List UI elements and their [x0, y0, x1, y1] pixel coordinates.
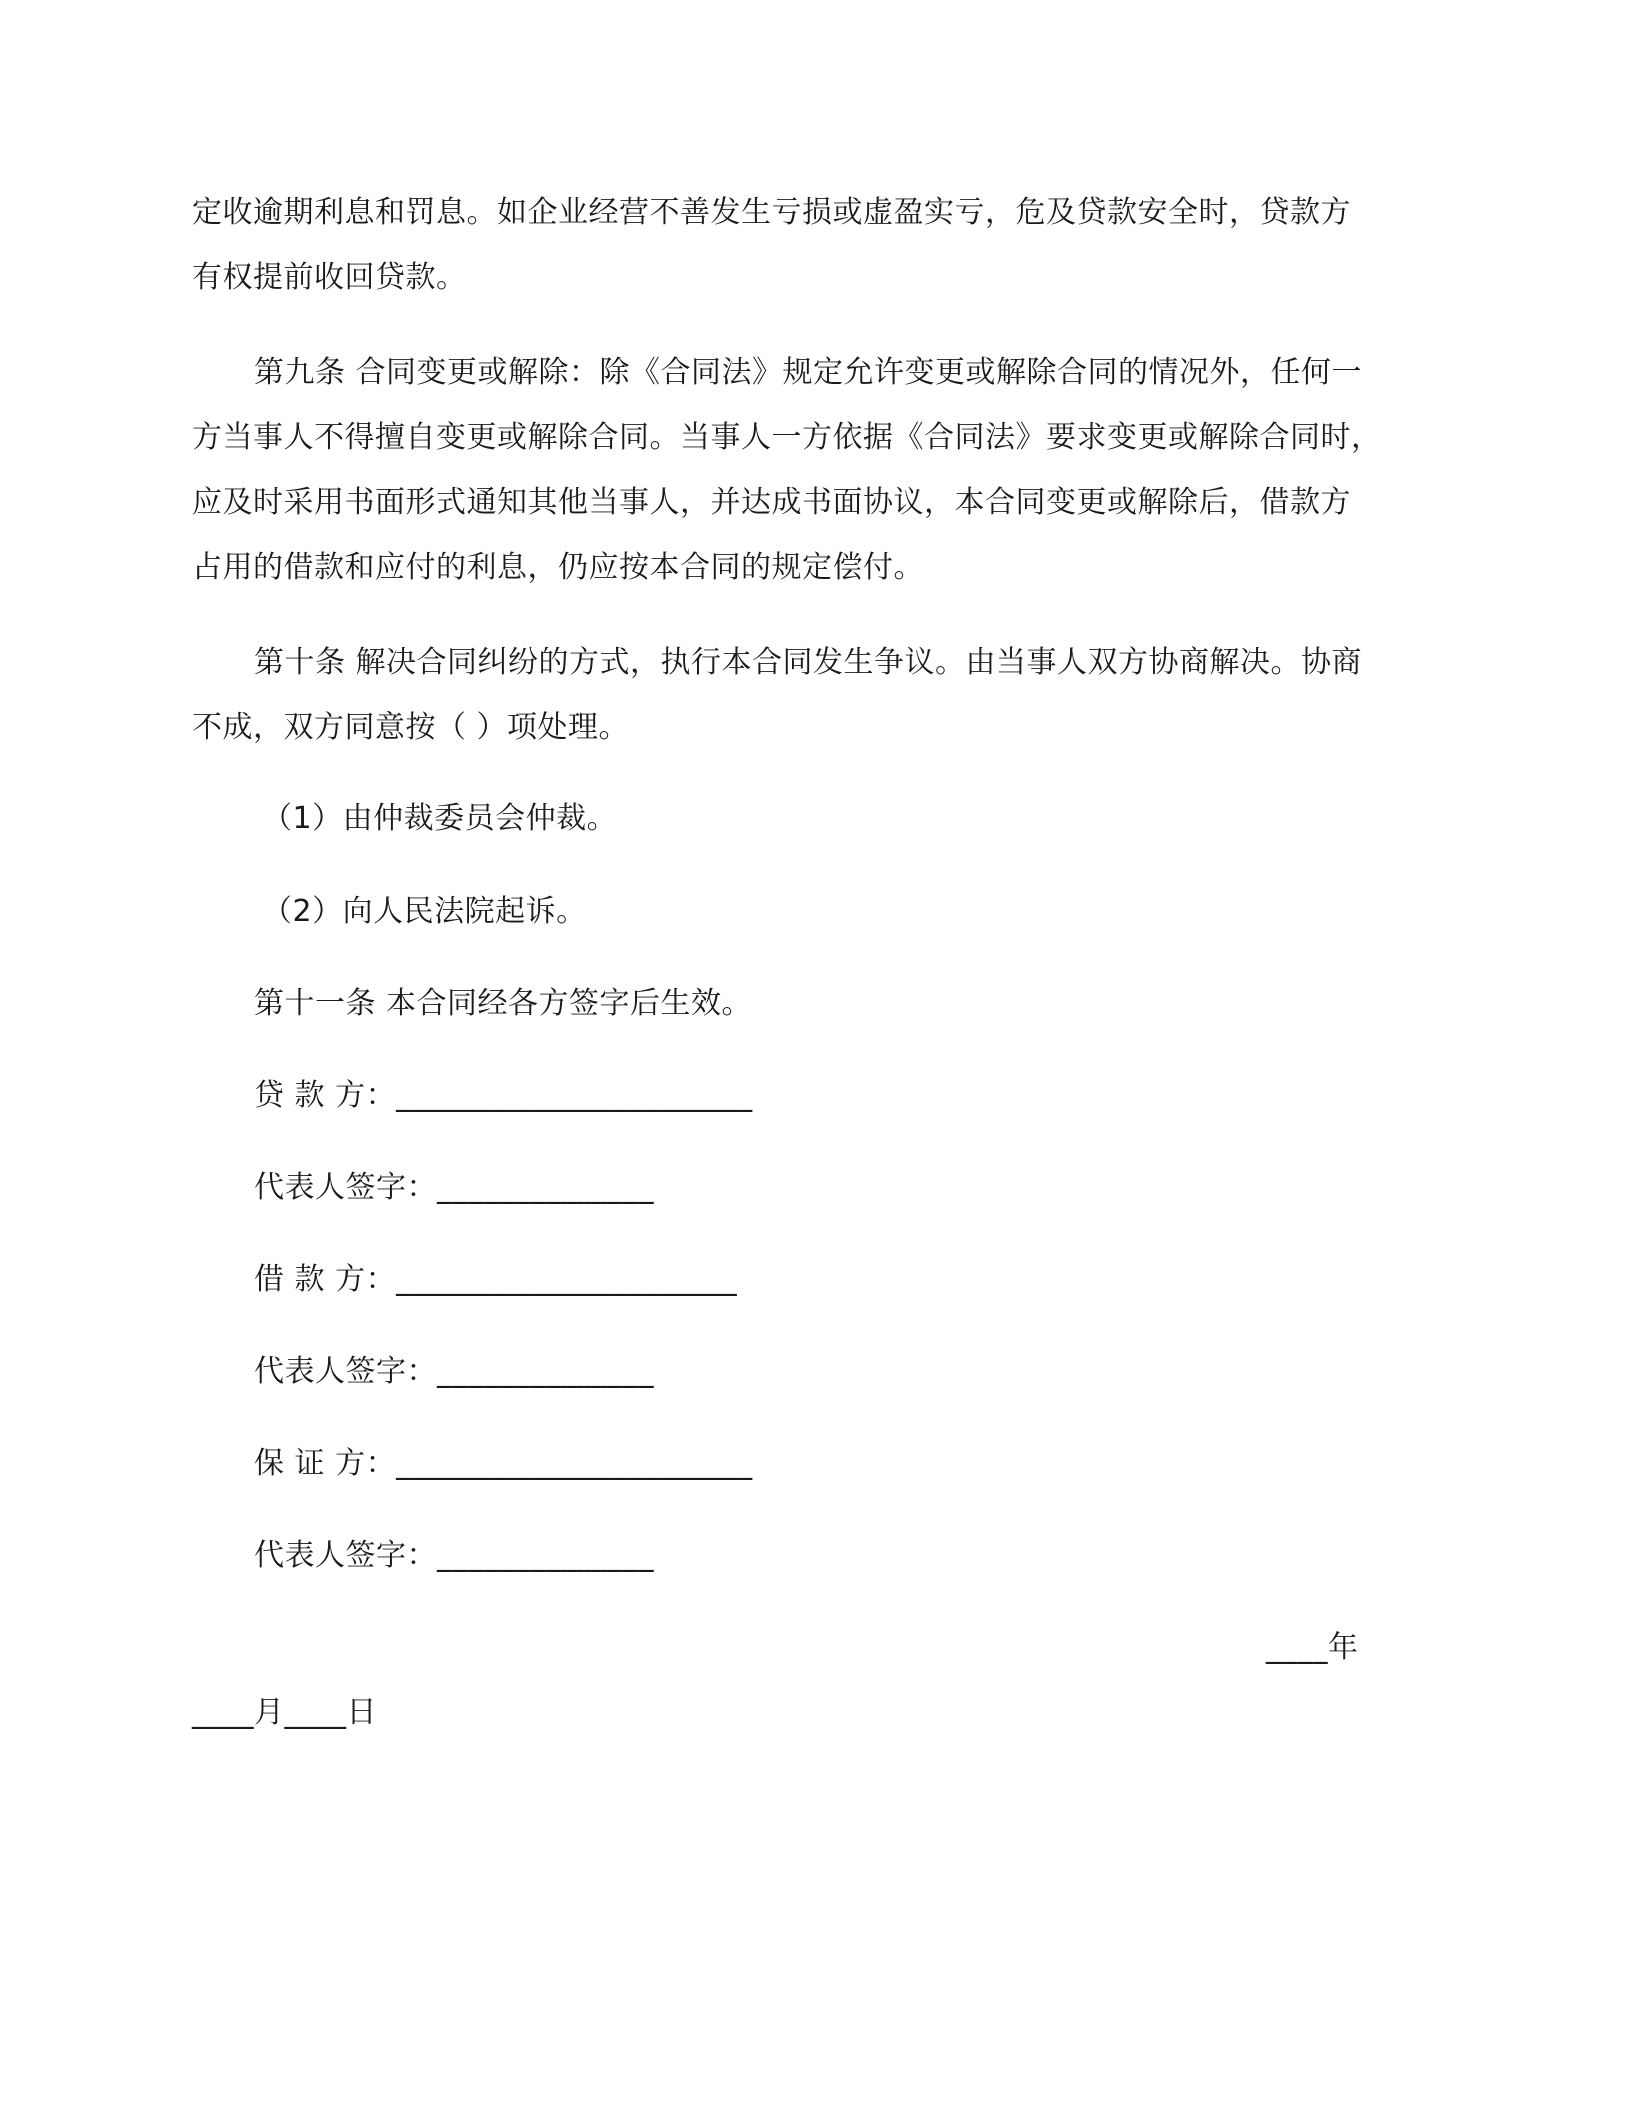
clause9-line3: 应及时采用书面形式通知其他当事人，并达成书面协议，本合同变更或解除后，借款方	[192, 485, 1351, 520]
signature-guarantor-rep: 代表人签字：______________	[254, 1538, 654, 1573]
clause11: 第十一条 本合同经各方签字后生效。	[254, 986, 753, 1021]
clause10-line1: 第十条 解决合同纠纷的方式，执行本合同发生争议。由当事人双方协商解决。协商	[254, 645, 1363, 680]
clause9-line1: 第九条 合同变更或解除：除《合同法》规定允许变更或解除合同的情况外，任何一	[254, 355, 1363, 390]
signature-lender: 贷 款 方：_______________________	[254, 1078, 753, 1113]
clause9-line2: 方当事人不得擅自变更或解除合同。当事人一方依据《合同法》要求变更或解除合同时，	[192, 420, 1382, 455]
signature-borrower-rep: 代表人签字：______________	[254, 1354, 654, 1389]
clause8-line2: 有权提前收回贷款。	[192, 260, 467, 295]
signature-lender-rep: 代表人签字：______________	[254, 1170, 654, 1205]
date-month-day: ____月____日	[192, 1695, 377, 1730]
date-year: ____年	[1266, 1630, 1359, 1665]
clause10-line2: 不成，双方同意按（ ）项处理。	[192, 710, 630, 745]
clause8-line1: 定收逾期利息和罚息。如企业经营不善发生亏损或虚盈实亏，危及贷款安全时，贷款方	[192, 195, 1351, 230]
clause10-option2: （2）向人民法院起诉。	[262, 894, 587, 929]
signature-borrower: 借 款 方：______________________	[254, 1262, 738, 1297]
clause9-line4: 占用的借款和应付的利息，仍应按本合同的规定偿付。	[192, 550, 924, 585]
clause10-option1: （1）由仲裁委员会仲裁。	[262, 801, 618, 836]
signature-guarantor: 保 证 方：_______________________	[254, 1446, 753, 1481]
